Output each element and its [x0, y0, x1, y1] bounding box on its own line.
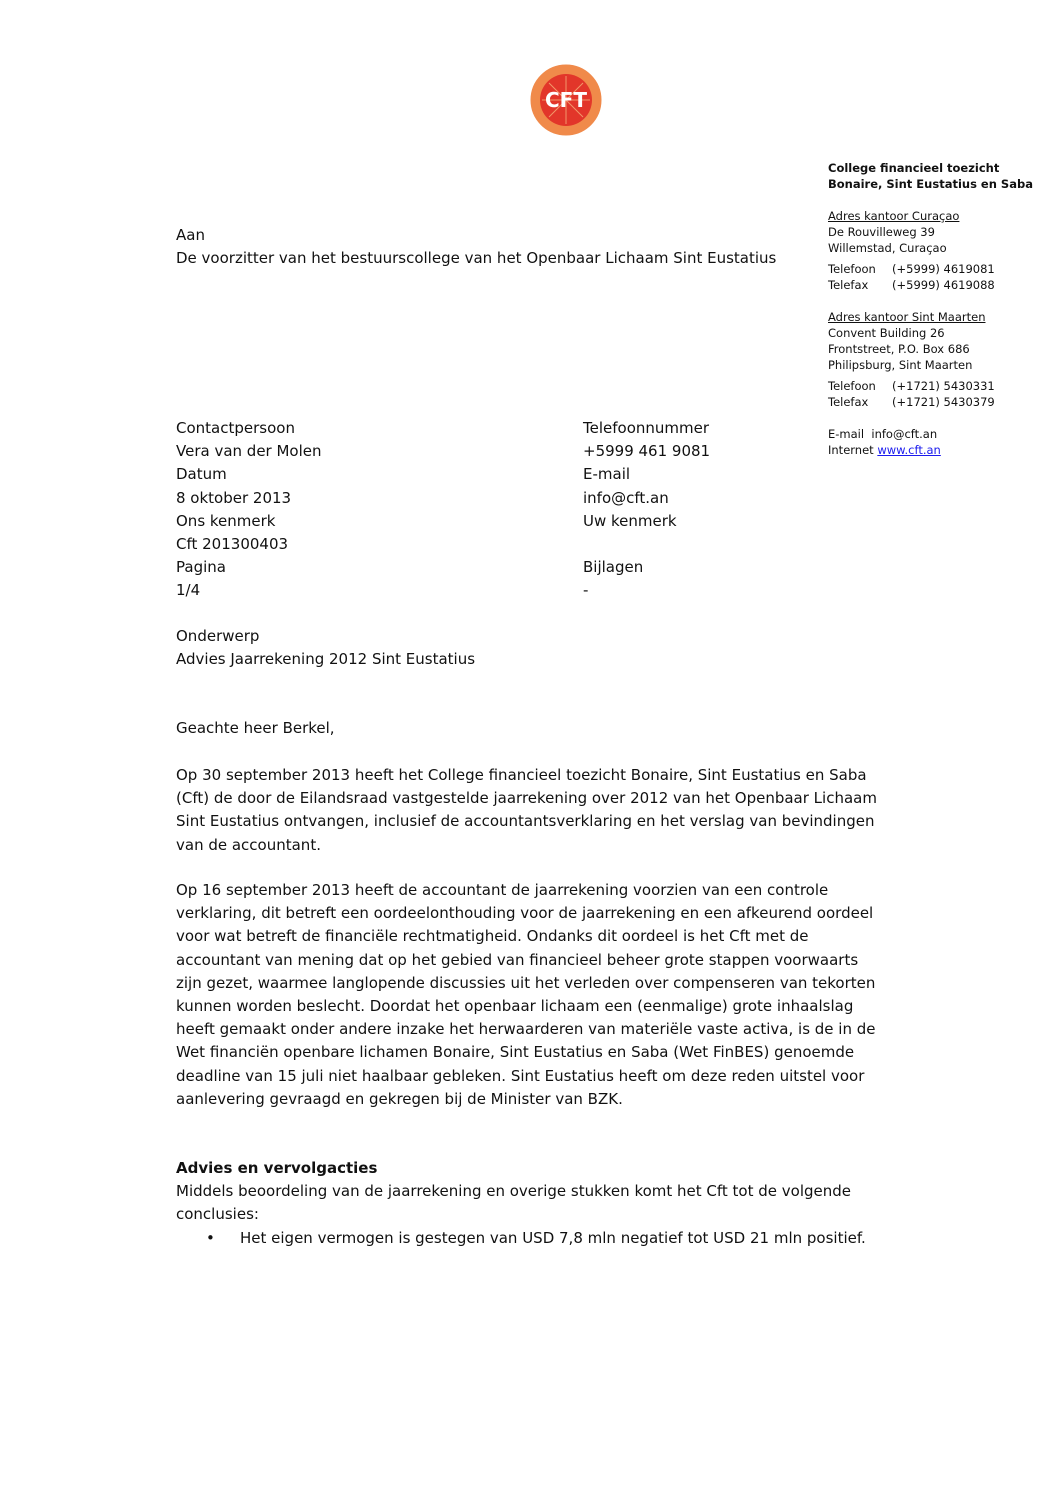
website-link[interactable]: www.cft.an — [877, 443, 941, 457]
org-name: College financieel toezicht Bonaire, Sint Eustatius en Saba — [828, 161, 1033, 191]
sint-maarten-address-line: Frontstreet, P.O. Box 686 — [828, 342, 970, 356]
recipient-name: De voorzitter van het bestuurscollege van het Openbaar Lichaam Sint Eustatius — [176, 249, 777, 268]
subject-block — [176, 625, 475, 671]
date-value: 8 oktober 2013 — [176, 488, 292, 507]
sint-maarten-address-line: Convent Building 26 — [828, 326, 945, 340]
subject-value: Advies Jaarrekening 2012 Sint Eustatius — [176, 650, 476, 669]
internet-label: Internet — [828, 443, 874, 457]
bullet-icon: • — [206, 1228, 215, 1247]
email-value: info@cft.an — [871, 427, 938, 441]
attachments-value: - — [583, 581, 589, 600]
list-item-text: Het eigen vermogen is gestegen van USD 7,8 mln negatief tot USD 21 mln positief. — [240, 1228, 866, 1247]
subject-label: Onderwerp — [176, 627, 260, 645]
attachments-label: Bijlagen — [583, 558, 644, 577]
date-label: Datum — [176, 465, 227, 484]
phone-value: +5999 461 9081 — [583, 442, 711, 461]
salutation: Geachte heer Berkel, — [176, 719, 335, 737]
paragraph-1: Op 30 september 2013 heeft het College financieel toezicht Bonaire, Sint Eustatius en Saba (Cft) de door de Eilandsraad vastgestelde jaarrekening over 2012 van het Openbaar Lichaam Sint Eustatius ontvangen, inclusief de accountantsverklaring en het verslag van bevindingen van de accountant. — [176, 766, 877, 854]
list-item — [176, 1227, 881, 1250]
section-heading: Advies en vervolgacties — [176, 1159, 378, 1177]
curacao-fax-label: Telefax — [828, 278, 869, 292]
curacao-address-heading: Adres kantoor Curaçao — [828, 209, 960, 223]
curacao-phone: (+5999) 4619081 — [892, 262, 995, 276]
sint-maarten-fax: (+1721) 5430379 — [892, 395, 995, 409]
your-ref-label: Uw kenmerk — [583, 511, 677, 530]
contact-label: Contactpersoon — [176, 419, 295, 437]
svg-text:CFT: CFT — [545, 88, 587, 112]
phone-label: Telefoonnummer — [583, 419, 710, 437]
curacao-address-line: De Rouvilleweg 39 — [828, 225, 935, 239]
sint-maarten-phone-label: Telefoon — [828, 379, 876, 393]
curacao-fax: (+5999) 4619088 — [892, 278, 995, 292]
page-value: 1/4 — [176, 581, 201, 600]
email-label: E-mail — [583, 465, 631, 484]
paragraph-2: Op 16 september 2013 heeft de accountant de jaarrekening voorzien van een controle verklaring, dit betreft een oordeelonthouding voor de jaarrekening en een afkeurend oordeel voor wat betreft de financiële rechtmatigheid. Ondanks dit oordeel is het Cft met de accountant van mening dat op het gebied van financieel beheer grote stappen voorwaarts zijn gezet, waarmee langlopende discussies uit het verleden over compenseren van tekorten kunnen worden beslecht. Doordat het openbaar lichaam een (eenmalige) grote inhaalslag heeft gemaakt onder andere inzake het herwaarderen van materiële vaste activa, is de in de Wet financiën openbare lichamen Bonaire, Sint Eustatius en Saba (Wet FinBES) genoemde deadline van 15 juli niet haalbaar gebleken. Sint Eustatius heeft om deze reden uitstel voor aanlevering gevraagd en gekregen bij de Minister van BZK. — [176, 881, 876, 1108]
page-label: Pagina — [176, 558, 226, 577]
sint-maarten-fax-label: Telefax — [828, 395, 869, 409]
sender-sidebar — [828, 160, 1048, 458]
recipient-block — [176, 224, 826, 270]
advice-section — [176, 1157, 881, 1250]
sint-maarten-address-heading: Adres kantoor Sint Maarten — [828, 310, 986, 324]
our-ref-value: Cft 201300403 — [176, 535, 289, 554]
recipient-label: Aan — [176, 226, 205, 244]
sint-maarten-address-line: Philipsburg, Sint Maarten — [828, 358, 973, 372]
letter-meta — [176, 417, 736, 603]
cft-logo-icon — [529, 63, 603, 137]
email-value: info@cft.an — [583, 488, 669, 507]
curacao-phone-label: Telefoon — [828, 262, 876, 276]
cft-logo — [529, 63, 603, 137]
curacao-address-line: Willemstad, Curaçao — [828, 241, 947, 255]
our-ref-label: Ons kenmerk — [176, 511, 276, 530]
email-label: E-mail — [828, 427, 865, 441]
paragraph-3: Middels beoordeling van de jaarrekening en overige stukken komt het Cft tot de volgende conclusies: — [176, 1182, 852, 1224]
sint-maarten-phone: (+1721) 5430331 — [892, 379, 995, 393]
contact-value: Vera van der Molen — [176, 442, 322, 461]
